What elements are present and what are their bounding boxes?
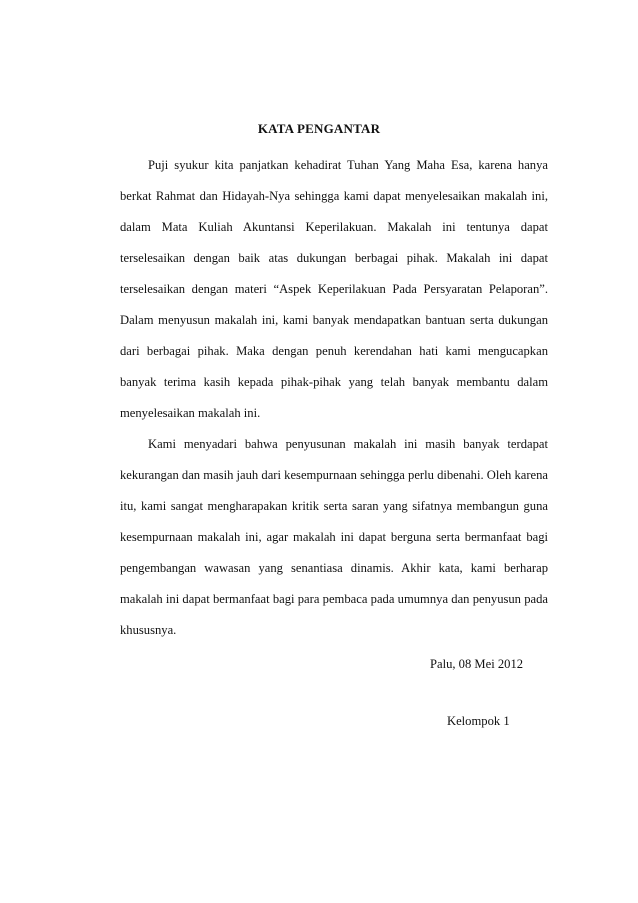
signature-group: Kelompok 1 — [447, 714, 510, 728]
paragraph-1: Puji syukur kita panjatkan kehadirat Tuhan Yang Maha Esa, karena hanya berkat Rahmat dan Hidayah-Nya sehingga kami dapat menyelesaikan makalah ini, dalam Mata Kuliah Akuntansi Keperilakuan. Makalah ini tentunya dapat terselesaikan dengan baik atas dukungan berbagai pihak. Makalah ini dapat terselesaikan dengan materi “Aspek Keperilakuan Pada Persyaratan Pelaporan”. Dalam menyusun makalah ini, kami banyak mendapatkan bantuan serta dukungan dari berbagai pihak. Maka dengan penuh kerendahan hati kami mengucapkan banyak terima kasih kepada pihak-pihak yang telah banyak membantu dalam menyelesaikan makalah ini. — [120, 158, 548, 420]
place-date: Palu, 08 Mei 2012 — [430, 657, 524, 671]
paragraph-2: Kami menyadari bahwa penyusunan makalah ini masih banyak terdapat kekurangan dan masih jauh dari kesempurnaan sehingga perlu dibenahi. Oleh karena itu, kami sangat mengharapakan kritik serta saran yang sifatnya membangun guna kesempurnaan makalah ini, agar makalah ini dapat berguna serta bermanfaat bagi pengembangan wawasan yang senantiasa dinamis. Akhir kata, kami berharap makalah ini dapat bermanfaat bagi para pembaca pada umumnya dan penyusun pada khususnya. — [120, 437, 548, 637]
document-title: KATA PENGANTAR — [257, 121, 381, 136]
document-body — [120, 150, 548, 646]
